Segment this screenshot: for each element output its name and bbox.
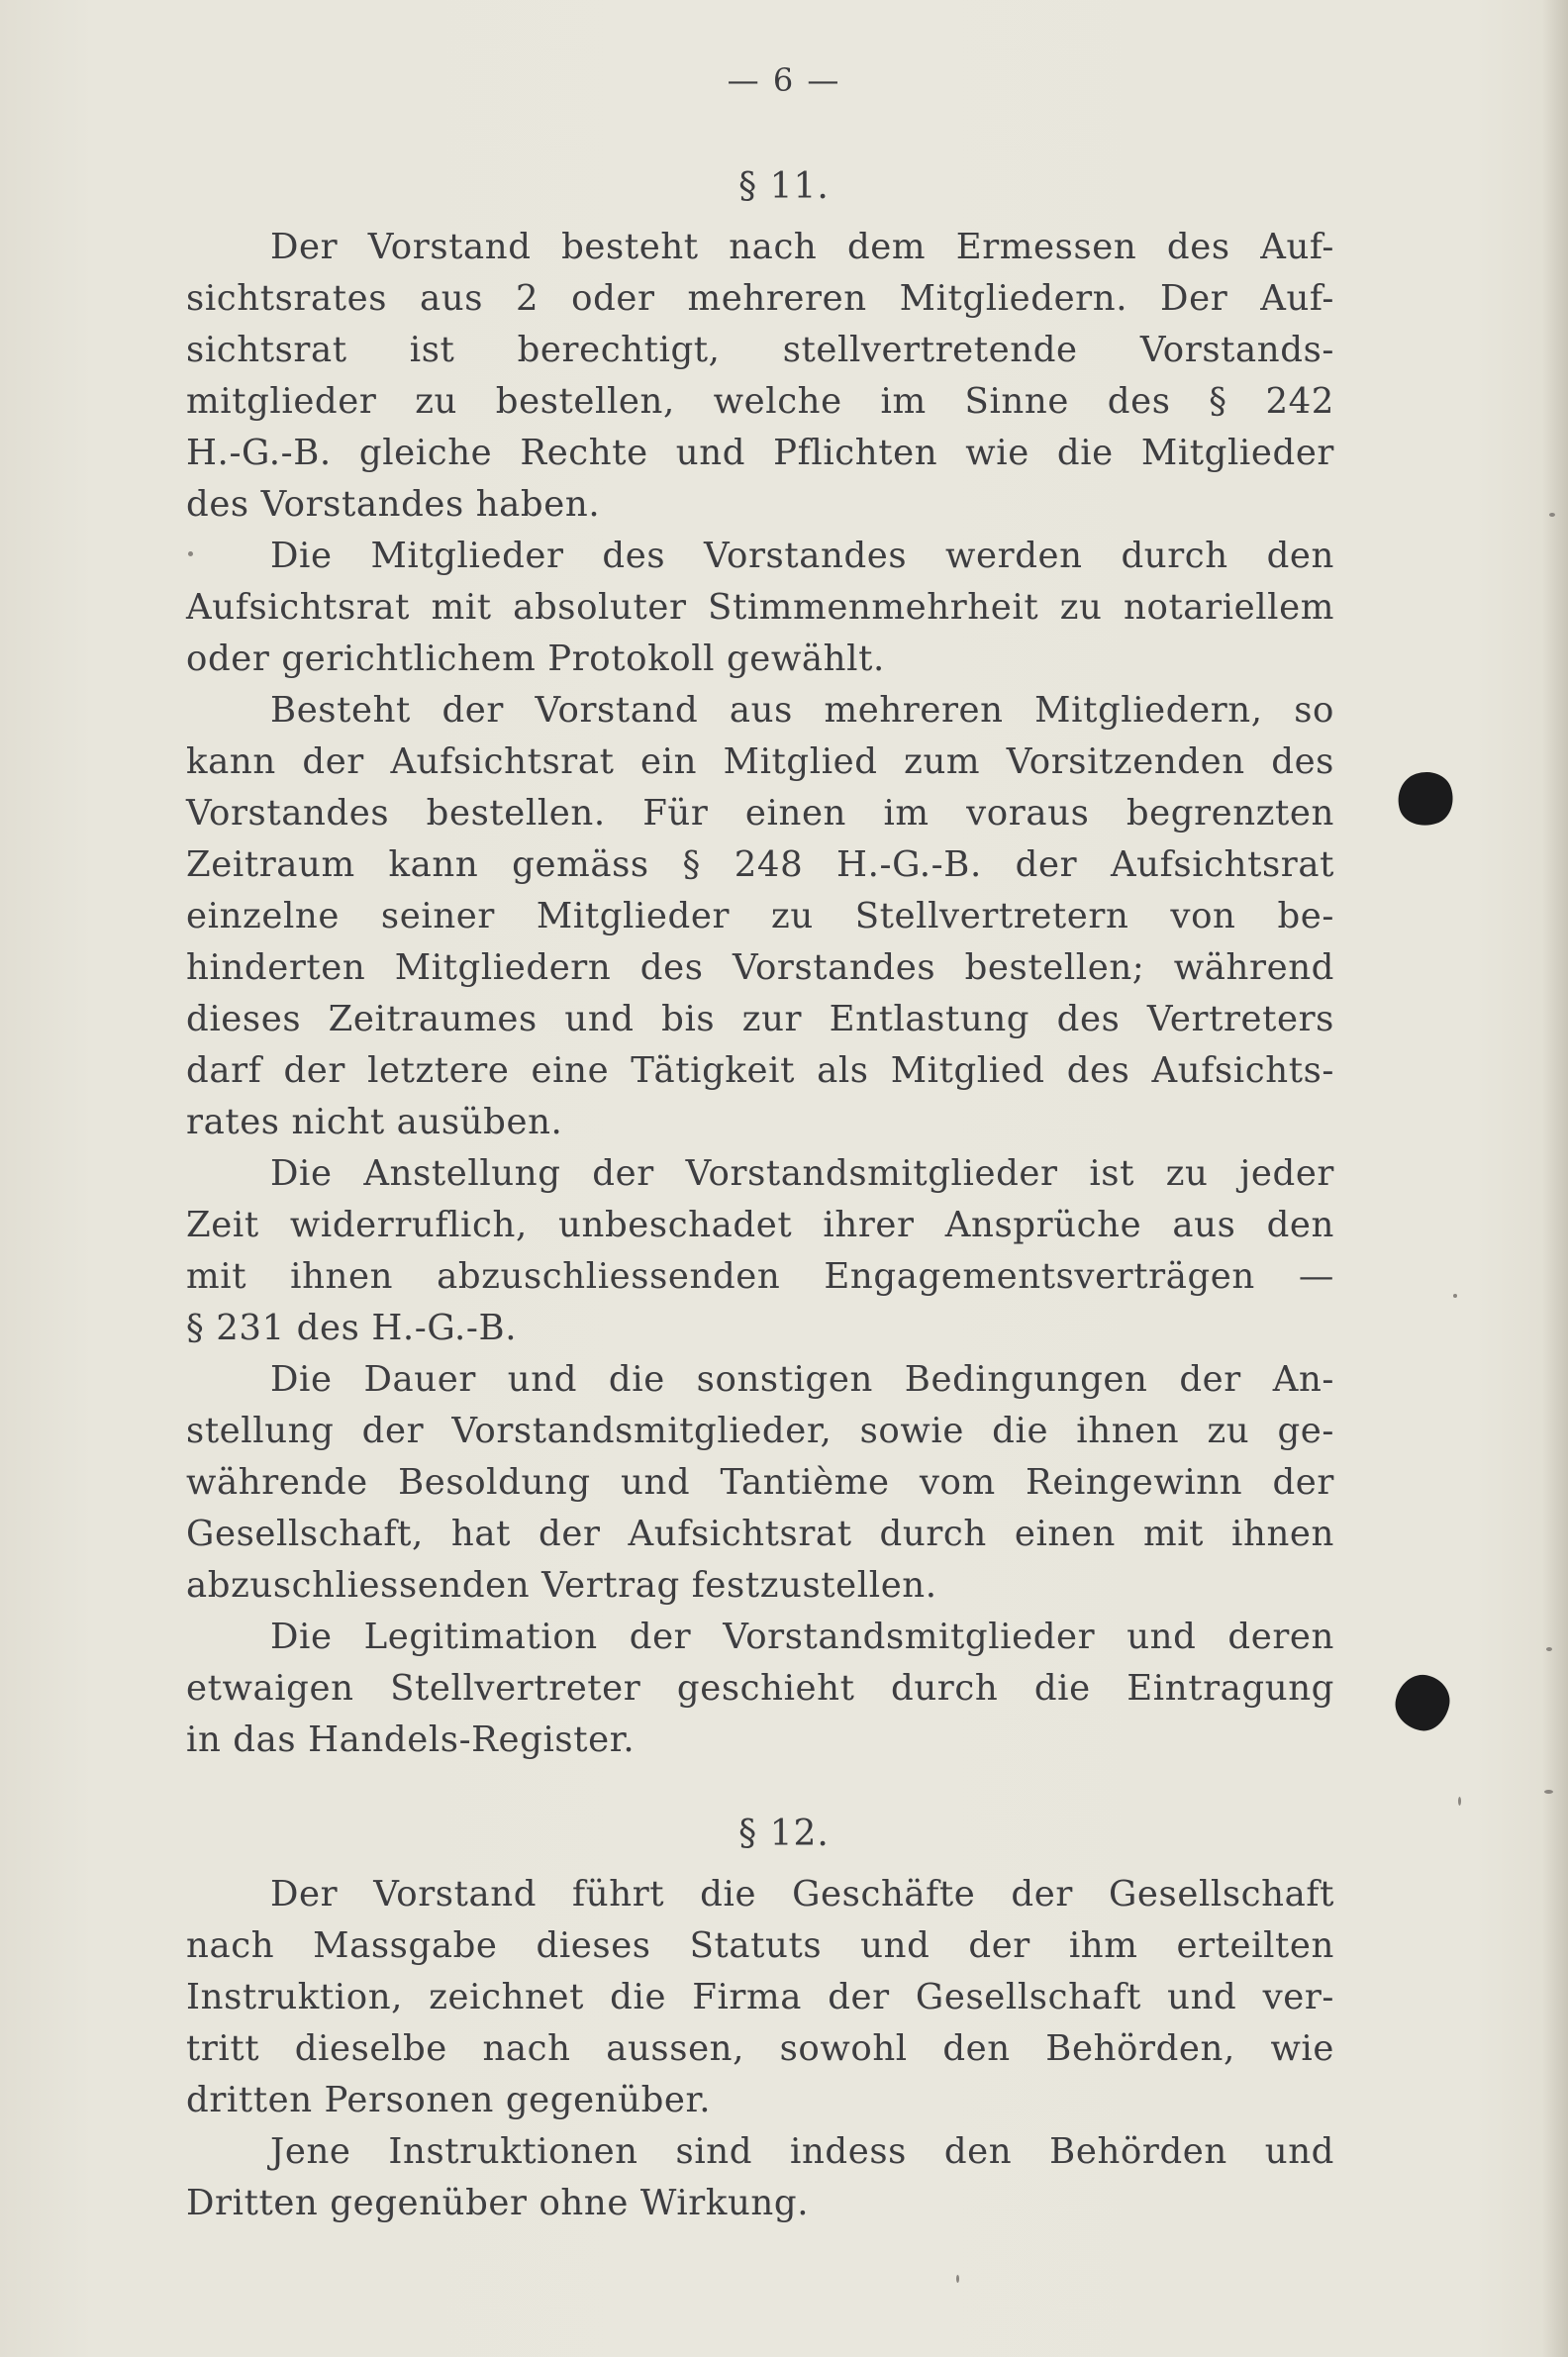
text-line: rates nicht ausüben. [186, 1102, 563, 1142]
text-line: § 231 des H.-G.-B. [186, 1308, 518, 1348]
text-line: Dritten gegenüber ohne Wirkung. [186, 2183, 810, 2223]
text-line: H.-G.-B. gleiche Rechte und Pflichten wie die Mitglieder [186, 433, 1334, 473]
paper-speck [188, 551, 193, 556]
text-line: kann der Aufsichtsrat ein Mitglied zum Vorsitzenden des [186, 741, 1334, 782]
text-line: Besteht der Vorstand aus mehreren Mitgliedern, so [270, 690, 1334, 731]
text-line: dritten Personen gegenüber. [186, 2080, 712, 2120]
text-line: tritt dieselbe nach aussen, sowohl den Behörden, wie [186, 2028, 1334, 2069]
text-line: Vorstandes bestellen. Für einen im voraus begrenzten [186, 793, 1334, 834]
section-heading-12: § 12. [738, 1814, 830, 1854]
text-line: Aufsichtsrat mit absoluter Stimmenmehrheit zu notariellem [186, 587, 1334, 628]
text-line: sichtsrat ist berechtigt, stellvertretende Vorstands- [186, 330, 1334, 370]
paper-speck [1453, 1294, 1457, 1298]
ink-blot [1391, 765, 1460, 834]
text-line: abzuschliessenden Vertrag festzustellen. [186, 1565, 937, 1606]
text-line: Instruktion, zeichnet die Firma der Gesellschaft und ver- [186, 1977, 1334, 2017]
text-line: hinderten Mitgliedern des Vorstandes bestellen; während [186, 947, 1334, 988]
page-number: — 6 — [727, 61, 841, 99]
ink-blot [1391, 1670, 1454, 1735]
text-line: Die Dauer und die sonstigen Bedingungen der An- [270, 1359, 1334, 1400]
text-line: stellung der Vorstandsmitglieder, sowie die ihnen zu ge- [186, 1411, 1334, 1451]
text-line: Die Anstellung der Vorstandsmitglieder ist zu jeder [270, 1153, 1334, 1194]
text-line: Zeit widerruflich, unbeschadet ihrer Ansprüche aus den [186, 1205, 1334, 1245]
text-line: in das Handels-Register. [186, 1719, 636, 1760]
paper-speck [1458, 1797, 1461, 1806]
paper-speck [1549, 513, 1555, 517]
paper-speck [1546, 1647, 1552, 1651]
text-line: mit ihnen abzuschliessenden Engagementsverträgen — [186, 1256, 1334, 1297]
text-line: darf der letztere eine Tätigkeit als Mitglied des Aufsichts- [186, 1050, 1334, 1091]
text-line: nach Massgabe dieses Statuts und der ihm erteilten [186, 1925, 1334, 1966]
text-line: einzelne seiner Mitglieder zu Stellvertretern von be- [186, 896, 1334, 936]
text-line: mitglieder zu bestellen, welche im Sinne des § 242 [186, 381, 1334, 422]
text-line: Die Mitglieder des Vorstandes werden durch den [270, 536, 1334, 576]
paper-speck [956, 2275, 959, 2283]
text-line: Zeitraum kann gemäss § 248 H.-G.-B. der Aufsichtsrat [186, 844, 1334, 885]
text-line: sichtsrates aus 2 oder mehreren Mitgliedern. Der Auf- [186, 278, 1334, 319]
text-line: oder gerichtlichem Protokoll gewählt. [186, 638, 885, 679]
section-heading-11: § 11. [738, 166, 830, 207]
text-line: Der Vorstand besteht nach dem Ermessen des Auf- [270, 227, 1334, 267]
text-line: des Vorstandes haben. [186, 484, 601, 525]
text-line: Der Vorstand führt die Geschäfte der Gesellschaft [270, 1874, 1334, 1915]
text-line: Die Legitimation der Vorstandsmitglieder und deren [270, 1617, 1334, 1657]
text-line: Gesellschaft, hat der Aufsichtsrat durch einen mit ihnen [186, 1514, 1334, 1554]
text-line: etwaigen Stellvertreter geschieht durch die Eintragung [186, 1668, 1334, 1709]
page-edge-shadow [1542, 0, 1568, 2357]
text-line: dieses Zeitraumes und bis zur Entlastung des Vertreters [186, 999, 1334, 1039]
text-line: Jene Instruktionen sind indess den Behörden und [270, 2131, 1334, 2172]
paper-speck [1544, 1790, 1553, 1794]
text-line: währende Besoldung und Tantième vom Reingewinn der [186, 1462, 1334, 1503]
